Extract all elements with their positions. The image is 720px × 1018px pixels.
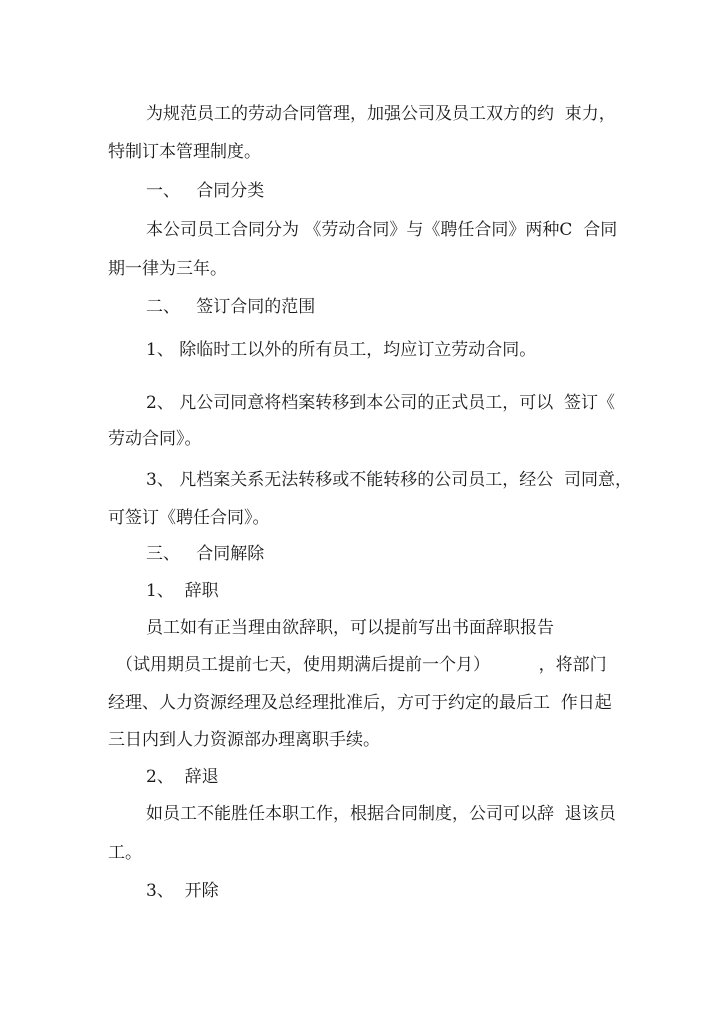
section-2-heading: 二、 签订合同的范围 (146, 297, 316, 317)
section-3-sub-2-title: 2、 辞退 (146, 767, 219, 787)
section-3-sub-3-title: 3、 开除 (146, 881, 219, 901)
section-1-body-line-1: 本公司员工合同分为 《劳动合同》与《聘任合同》两种C 合同 (146, 220, 618, 240)
section-2-item-2-line-1: 2、 凡公司同意将档案转移到本公司的正式员工，可以 签订《 (146, 393, 616, 413)
resignation-line-2: （试用期员工提前七天，使用期满后提前一个月） ，将部门 (116, 655, 607, 675)
section-2-item-2-line-2: 劳动合同》。 (108, 429, 202, 449)
section-3-heading: 三、 合同解除 (146, 544, 265, 564)
section-1-heading: 一、 合同分类 (146, 181, 265, 201)
resignation-line-4: 三日内到人力资源部办理离职手续。 (108, 730, 380, 750)
section-2-item-1: 1、 除临时工以外的所有员工，均应订立劳动合同。 (146, 340, 537, 360)
section-1-body-line-2: 期一律为三年。 (108, 259, 227, 279)
dismissal-line-2: 工。 (108, 843, 142, 863)
intro-line-1: 为规范员工的劳动合同管理，加强公司及员工双方的约 束力， (146, 104, 616, 124)
section-2-item-3-line-2: 可签订《聘任合同》。 (108, 508, 270, 528)
section-2-item-3-line-1: 3、 凡档案关系无法转移或不能转移的公司员工，经公 司同意， (146, 470, 633, 490)
dismissal-line-1: 如员工不能胜任本职工作，根据合同制度，公司可以辞 退该员 (146, 804, 616, 824)
resignation-line-3: 经理、人力资源经理及总经理批准后，方可于约定的最后工 作日起 (108, 693, 612, 713)
intro-line-2: 特制订本管理制度。 (108, 142, 261, 162)
section-3-sub-1-title: 1、 辞职 (146, 581, 219, 601)
resignation-line-1: 员工如有正当理由欲辞职，可以提前写出书面辞职报告 (146, 618, 554, 638)
